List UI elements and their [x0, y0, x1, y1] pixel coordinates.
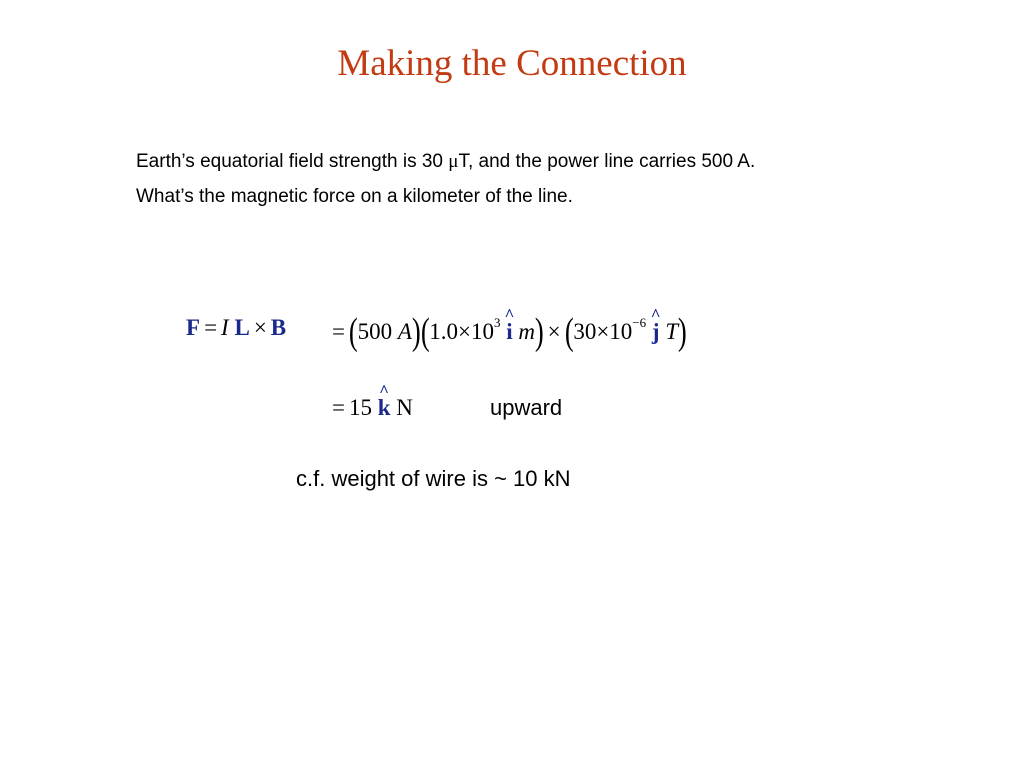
open-paren: ( — [564, 311, 574, 353]
equals-sign: = — [332, 395, 345, 420]
force-law-equation — [186, 316, 286, 339]
length-value: 1.0×10 — [429, 319, 494, 344]
prompt-line-2: What’s the magnetic force on a kilometer of the line. — [136, 186, 573, 207]
open-paren: ( — [420, 311, 430, 353]
field-vector: B — [270, 315, 287, 340]
i-hat-unit-vector: ^ i — [506, 320, 512, 343]
comparison-note: c.f. weight of wire is ~ 10 kN — [296, 466, 571, 491]
result-equation — [328, 396, 413, 419]
equals-sign: = — [332, 319, 345, 344]
close-paren: ) — [678, 311, 687, 353]
j-hat-unit-vector: ^ j — [652, 320, 660, 343]
field-exponent: −6 — [632, 315, 647, 331]
current-symbol: I — [221, 315, 229, 340]
close-paren: ) — [411, 311, 421, 353]
slide-title: Making the Connection — [337, 43, 687, 84]
prompt-line-1 — [136, 151, 755, 173]
result-value: 15 — [348, 395, 378, 420]
force-vector: F — [186, 315, 201, 340]
current-unit: A — [397, 319, 412, 344]
length-exponent: 3 — [494, 315, 501, 331]
current-value: 500 — [357, 319, 398, 344]
prompt-line-1-start: Earth’s equatorial field strength is 30 — [136, 151, 449, 172]
prompt-line-1-end: T, and the power line carries 500 A. — [458, 151, 756, 172]
cross-sign: × — [253, 315, 267, 340]
length-vector: L — [234, 315, 250, 340]
cross-sign: × — [547, 319, 561, 344]
mu-symbol: μ — [448, 151, 459, 172]
substitution-equation — [328, 308, 687, 353]
close-paren: ) — [534, 311, 544, 353]
length-unit: m — [518, 319, 536, 344]
open-paren: ( — [348, 311, 358, 353]
k-hat-unit-vector: ^ k — [378, 396, 391, 419]
equals-sign: = — [204, 315, 218, 340]
field-unit: T — [665, 319, 679, 344]
direction-label: upward — [490, 395, 563, 420]
result-unit: N — [396, 395, 413, 420]
field-value: 30×10 — [573, 319, 633, 344]
